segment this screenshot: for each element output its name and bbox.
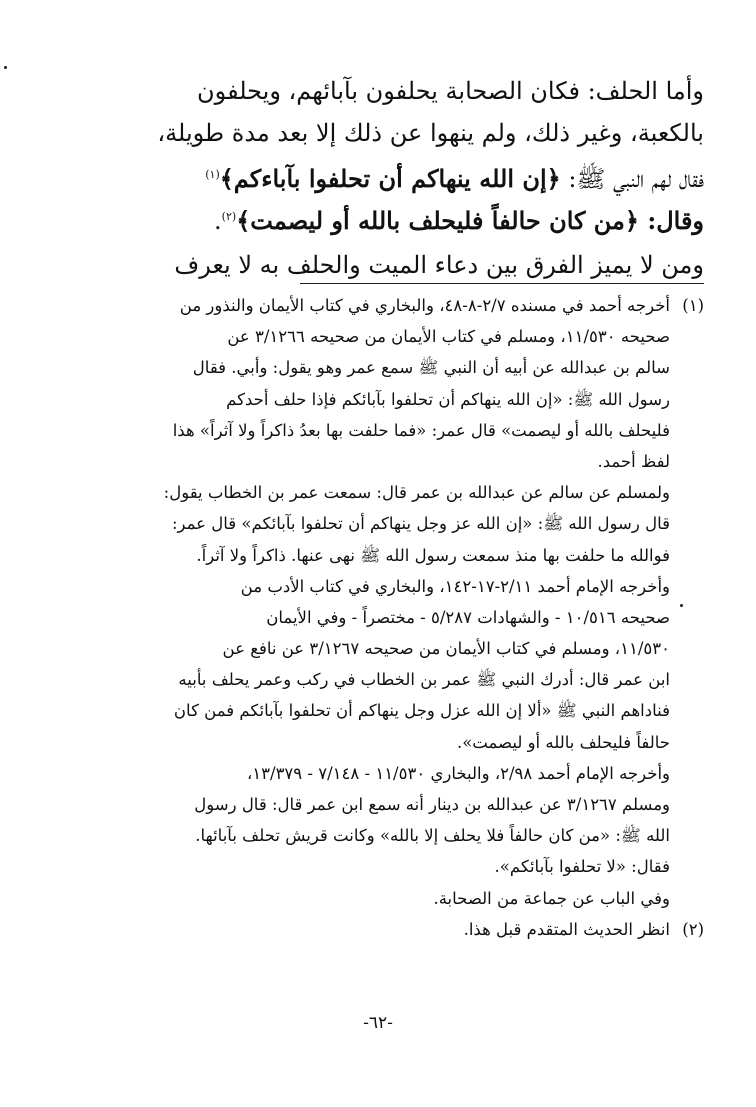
footnote-line: حالفاً فليحلف بالله أو ليصمت». <box>456 732 670 752</box>
page-number: -٦٢- <box>363 1013 393 1033</box>
body-line <box>72 154 704 196</box>
footnote-separator <box>300 283 704 284</box>
body-line: وأما الحلف: فكان الصحابة يحلفون بآبائهم، ويحلفون <box>197 77 704 105</box>
footnote-line: سالم بن عبدالله عن أبيه أن النبي ﷺ سمع عمر وهو يقول: وأبي. فقال <box>192 358 670 378</box>
footnote-line: صحيحه ١٠/٥١٦ - والشهادات ٥/٢٨٧ - مختصراً - وفي الأيمان <box>266 607 670 627</box>
period: . <box>214 207 222 235</box>
footnote-line: فليحلف بالله أو ليصمت» قال عمر: «فما حلفت بها بعدُ ذاكراً ولا آثراً» هذا <box>172 420 670 440</box>
footnote-line: ومسلم ٣/١٢٦٧ عن عبدالله بن دينار أنه سمع ابن عمر قال: قال رسول <box>194 795 670 814</box>
main-text <box>72 70 704 286</box>
hadith-quote: ﴿إن الله ينهاكم أن تحلفوا بآباءكم﴾ <box>219 164 561 193</box>
footnote-line: انظر الحديث المتقدم قبل هذا. <box>463 919 670 939</box>
footnote-1 <box>60 290 704 477</box>
footnote-line: فقال: «لا تحلفوا بآبائكم». <box>494 857 670 877</box>
footnote-ref[interactable]: (١) <box>205 168 220 181</box>
footnote-line: ١١/٥٣٠، ومسلم في كتاب الأيمان من صحيحه ٣/١٢٦٧ عن نافع عن <box>222 639 670 659</box>
footnote-line: وفي الباب عن جماعة من الصحابة. <box>433 888 670 908</box>
body-line-prefix: فقال لهم النبي ﷺ: <box>560 165 704 193</box>
footnote-line: لفظ أحمد. <box>597 451 670 471</box>
footnote-1-paragraph-3 <box>60 571 704 758</box>
footnote-line: فوالله ما حلفت بها منذ سمعت رسول الله ﷺ نهى عنها. ذاكراً ولا آثراً. <box>196 545 670 565</box>
footnote-line: فناداهم النبي ﷺ «ألا إن الله عزل وجل ينهاكم أن تحلفوا بآبائكم فمن كان <box>173 701 670 721</box>
footnote-line: وأخرجه الإمام أحمد ٢/١١-١٧-١٤٢، والبخاري في كتاب الأدب من <box>240 576 670 596</box>
body-line <box>72 196 704 238</box>
footnote-1-paragraph-4 <box>60 758 704 914</box>
footnote-ref[interactable]: (٢) <box>221 210 237 223</box>
footnote-line: أخرجه أحمد في مسنده ٢/٧-٨-٤٨، والبخاري في كتاب الأيمان والنذور من <box>179 296 670 315</box>
footnote-line: قال رسول الله ﷺ: «إن الله عز وجل ينهاكم أن تحلفوا بآبائكم» قال عمر: <box>171 514 670 534</box>
scan-speck <box>4 66 7 69</box>
footnote-line: رسول الله ﷺ: «إن الله ينهاكم أن تحلفوا بآبائكم فإذا حلف أحدكم <box>226 389 670 409</box>
footnote-line: الله ﷺ: «من كان حالفاً فلا يحلف إلا بالله» وكانت قريش تحلف بآبائها. <box>195 826 670 846</box>
footnote-line: ابن عمر قال: أدرك النبي ﷺ عمر بن الخطاب في ركب وعمر يحلف بأبيه <box>178 670 670 690</box>
body-line: بالكعبة، وغير ذلك، ولم ينهوا عن ذلك إلا بعد مدة طويلة، <box>157 119 704 147</box>
footnote-line: ولمسلم عن سالم عن عبدالله بن عمر قال: سمعت عمر بن الخطاب يقول: <box>163 483 670 503</box>
footnotes <box>60 290 704 945</box>
footnote-number: (١) <box>682 296 704 315</box>
footnote-line: وأخرجه الإمام أحمد ٢/٩٨، والبخاري ١١/٥٣٠ - ٧/١٤٨ - ١٣/٣٧٩، <box>246 763 670 783</box>
footnote-1-paragraph-2 <box>60 477 704 571</box>
footnote-number: (٢) <box>682 919 704 939</box>
body-line: ومن لا يميز الفرق بين دعاء الميت والحلف به لا يعرف <box>174 251 704 279</box>
hadith-quote: وقال: ﴿من كان حالفاً فليحلف بالله أو ليصمت﴾ <box>236 206 704 235</box>
footnote-line: صحيحه ١١/٥٣٠، ومسلم في كتاب الأيمان من صحيحه ٣/١٢٦٦ عن <box>227 327 670 347</box>
footnote-2 <box>60 914 704 945</box>
